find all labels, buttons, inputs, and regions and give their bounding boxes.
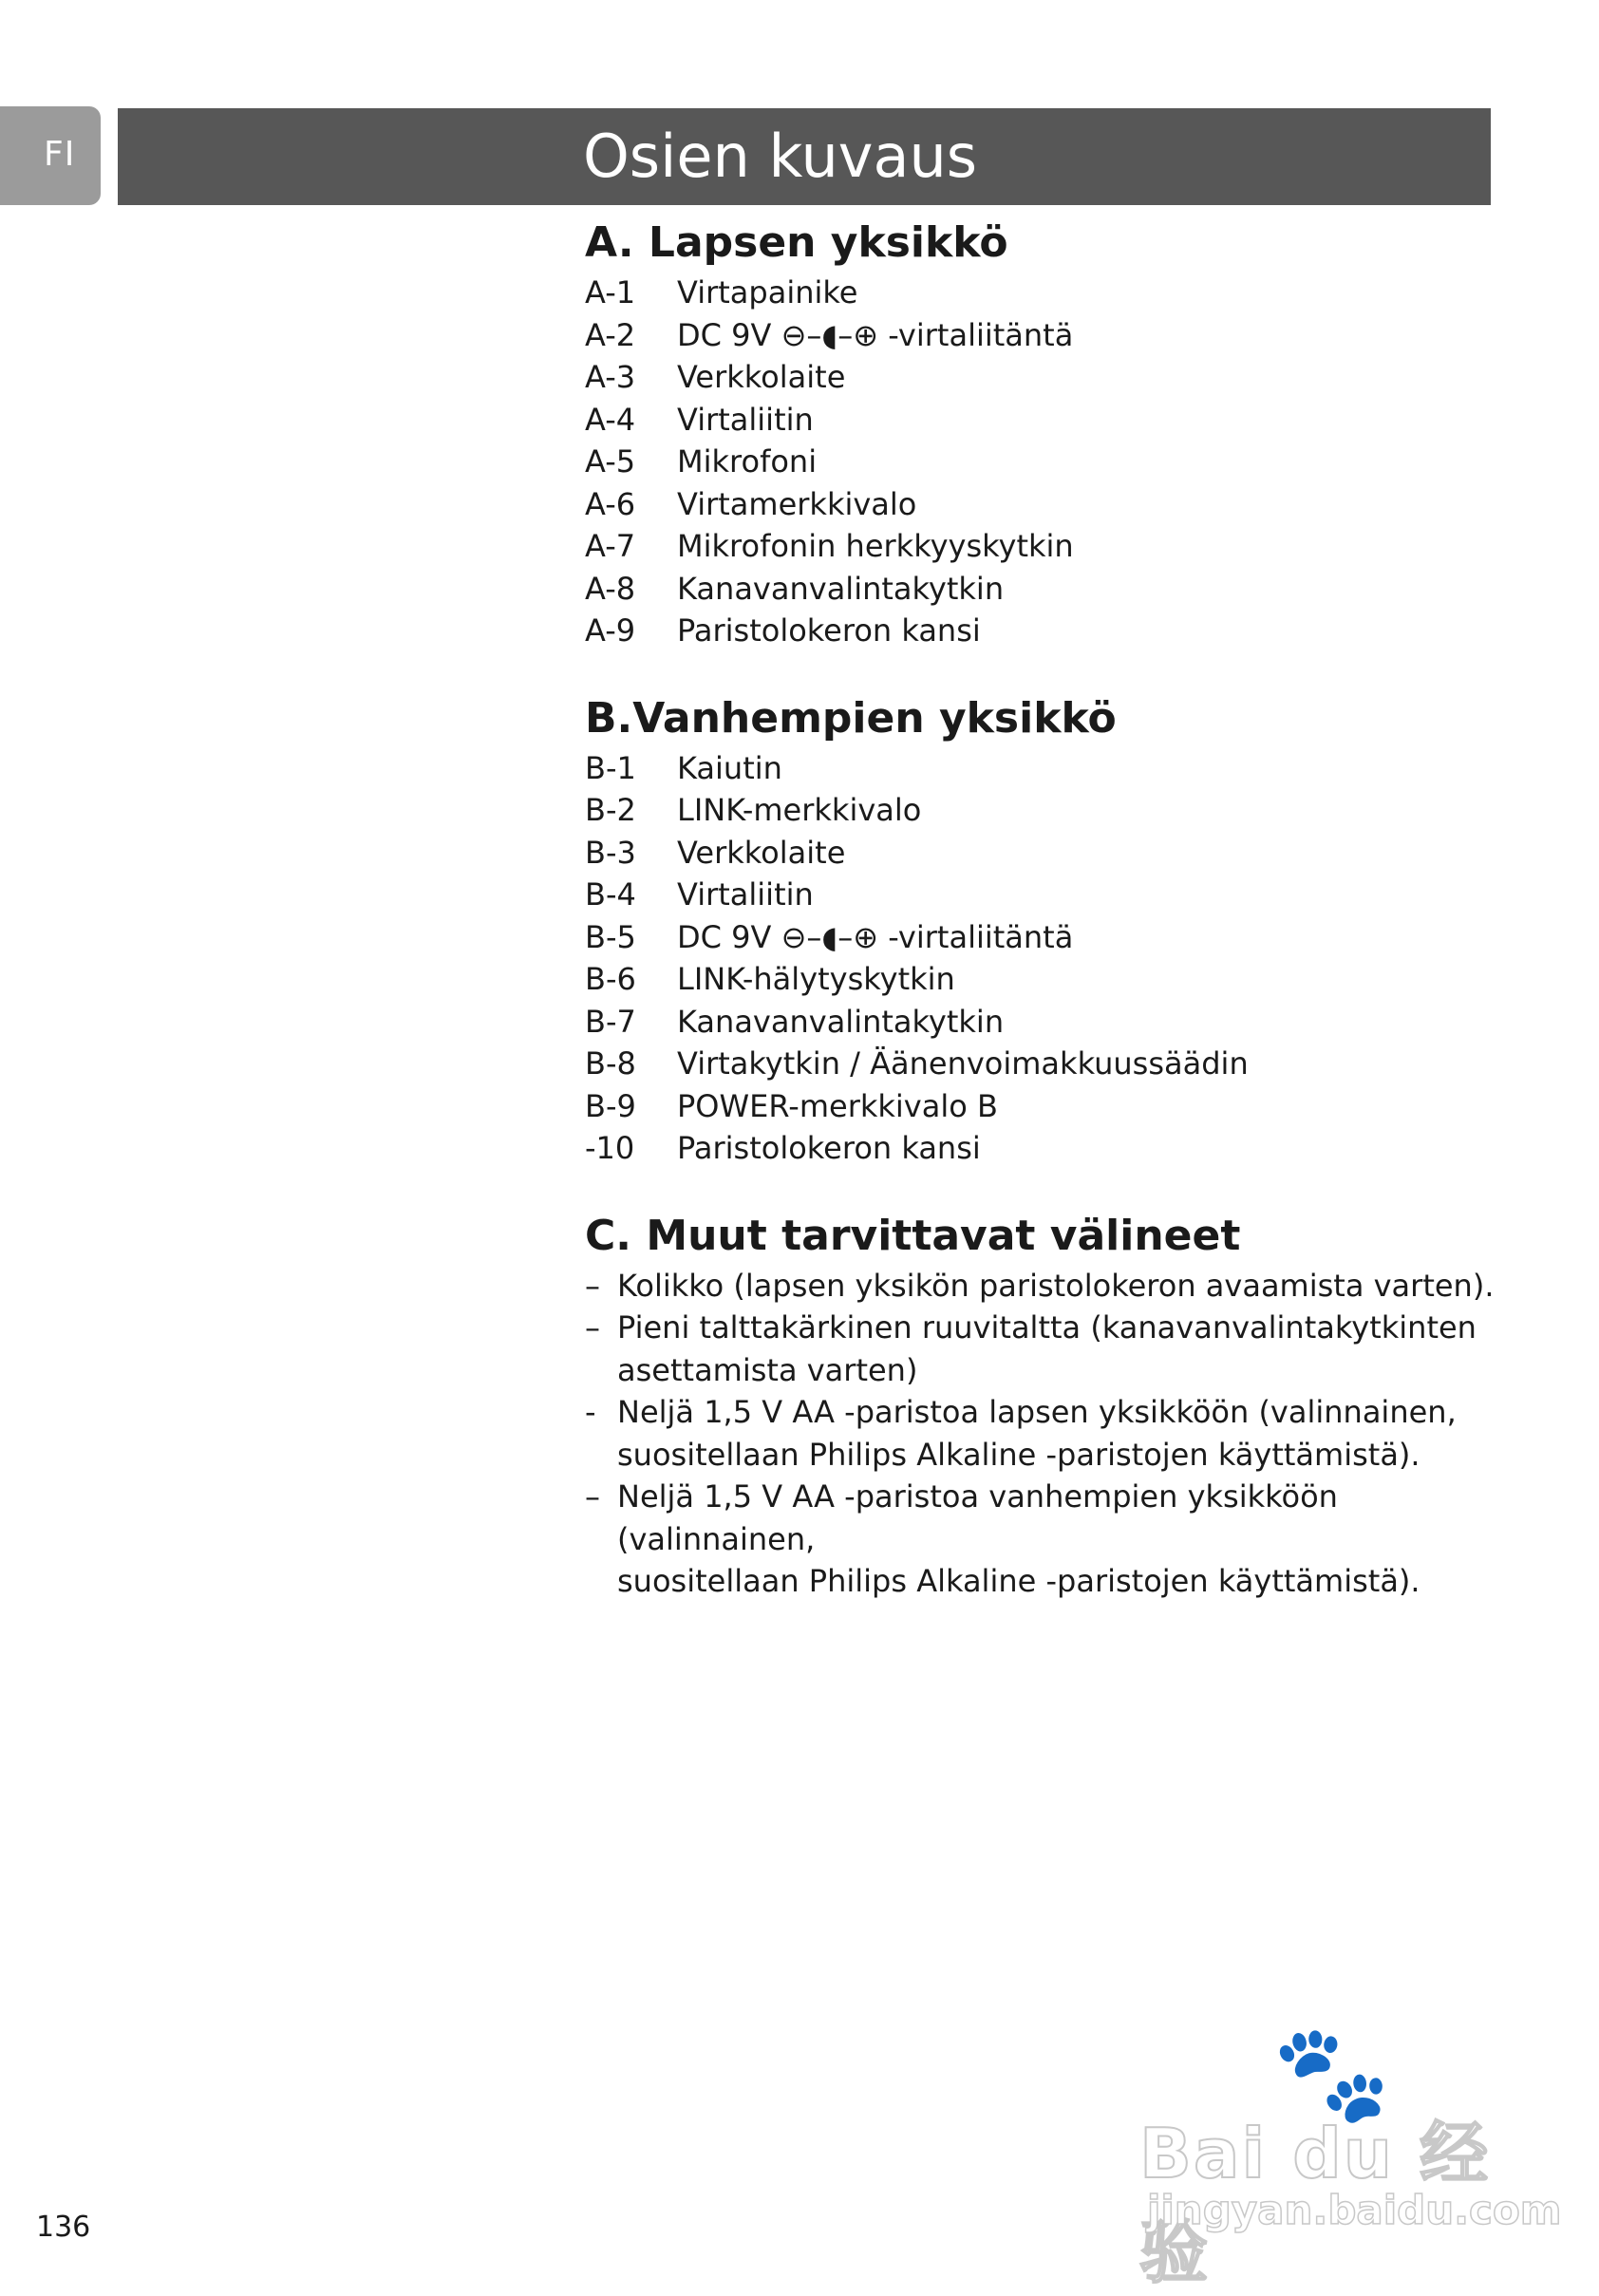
page-title: Osien kuvaus [583, 122, 978, 191]
item-label: Kanavanvalintakytkin [677, 1003, 1005, 1040]
language-tab [0, 106, 101, 205]
item-label: Virtaliitin [677, 876, 814, 913]
item-label: Mikrofonin herkkyyskytkin [677, 528, 1074, 564]
list-item [585, 874, 1496, 916]
item-label: Mikrofoni [677, 443, 818, 480]
item-label: DC 9V ⊖–◖–⊕ -virtaliitäntä [677, 918, 1074, 955]
item-label: Virtakytkin / Äänenvoimakkuussäädin [677, 1045, 1249, 1082]
item-code: A-9 [585, 612, 636, 649]
item-text: Neljä 1,5 V AA -paristoa lapsen yksikköön (valinnainen, suositellaan Philips Alkaline -paristojen käyttämistä). [617, 1394, 1457, 1473]
item-label: Paristolokeron kansi [677, 1130, 981, 1166]
item-code: B-3 [585, 834, 636, 871]
item-code: A-7 [585, 528, 636, 564]
list-item [585, 958, 1496, 1001]
list-item [585, 1085, 1496, 1128]
item-label: LINK-hälytyskytkin [677, 961, 955, 997]
list-item [585, 483, 1496, 526]
list-item [585, 399, 1496, 442]
item-code: B-6 [585, 961, 636, 997]
list-item [585, 610, 1496, 652]
item-code: B-4 [585, 876, 636, 913]
list-item [585, 916, 1496, 959]
list-item [585, 356, 1496, 399]
section-b-list [585, 747, 1496, 1170]
list-item [585, 1043, 1496, 1085]
section-c-list [585, 1265, 1496, 1603]
item-label: Paristolokeron kansi [677, 612, 981, 649]
title-bar [118, 108, 1491, 205]
bullet: – [585, 1309, 600, 1346]
list-item [585, 832, 1496, 875]
section-b-title: B.Vanhempien yksikkö [585, 693, 1117, 743]
list-item [585, 1391, 1496, 1476]
item-code: B-5 [585, 918, 636, 955]
item-text: Pieni talttakärkinen ruuvitaltta (kanavanvalintakytkinten asettamista varten) [617, 1309, 1477, 1388]
item-code: A-2 [585, 316, 636, 353]
section-a-list [585, 272, 1496, 652]
item-code: B-2 [585, 792, 636, 828]
item-label: LINK-merkkivalo [677, 792, 922, 828]
item-label: Virtaliitin [677, 401, 814, 438]
item-label: Verkkolaite [677, 359, 846, 395]
list-item [585, 525, 1496, 568]
list-item [585, 1127, 1496, 1170]
list-item [585, 1001, 1496, 1044]
item-label: POWER-merkkivalo B [677, 1087, 998, 1124]
list-item [585, 441, 1496, 483]
item-text: Kolikko (lapsen yksikön paristolokeron avaamista varten). [617, 1267, 1495, 1304]
list-item [585, 272, 1496, 314]
item-code: A-5 [585, 443, 636, 480]
item-label: Virtamerkkivalo [677, 485, 917, 522]
bullet: – [585, 1267, 600, 1304]
item-code: B-7 [585, 1003, 636, 1040]
page-number: 136 [36, 2211, 91, 2244]
item-label: DC 9V ⊖–◖–⊕ -virtaliitäntä [677, 316, 1074, 353]
item-text: Neljä 1,5 V AA -paristoa vanhempien yksikköön (valinnainen, suositellaan Philips Alkaline -paristojen käyttämistä). [617, 1478, 1420, 1599]
spacer [585, 652, 1496, 690]
list-item [585, 1307, 1496, 1391]
language-tab-label: FI [44, 135, 76, 174]
item-code: A-3 [585, 359, 636, 395]
section-a-title: A. Lapsen yksikkö [585, 218, 1008, 267]
item-label: Kanavanvalintakytkin [677, 570, 1005, 607]
bullet: – [585, 1478, 600, 1515]
spacer [585, 1170, 1496, 1208]
item-code: A-6 [585, 485, 636, 522]
item-code: A-4 [585, 401, 636, 438]
item-code: A-8 [585, 570, 636, 607]
item-code: B-9 [585, 1087, 636, 1124]
watermark [1139, 2018, 1562, 2292]
paw-icon: 🐾 [1272, 2018, 1391, 2129]
list-item [585, 568, 1496, 611]
item-code: -10 [585, 1130, 635, 1166]
list-item [585, 789, 1496, 832]
section-c-title: C. Muut tarvittavat välineet [585, 1211, 1241, 1260]
list-item [585, 314, 1496, 357]
content [585, 215, 1496, 1603]
item-code: B-1 [585, 749, 636, 786]
watermark-url: jingyan.baidu.com [1147, 2187, 1562, 2233]
item-label: Virtapainike [677, 274, 858, 311]
list-item [585, 1265, 1496, 1308]
list-item [585, 747, 1496, 790]
list-item [585, 1476, 1496, 1603]
watermark-brand: Bai du 经验 [1139, 2114, 1491, 2292]
item-label: Verkkolaite [677, 834, 846, 871]
bullet: - [585, 1394, 596, 1430]
item-label: Kaiutin [677, 749, 782, 786]
item-code: A-1 [585, 274, 636, 311]
item-code: B-8 [585, 1045, 636, 1082]
